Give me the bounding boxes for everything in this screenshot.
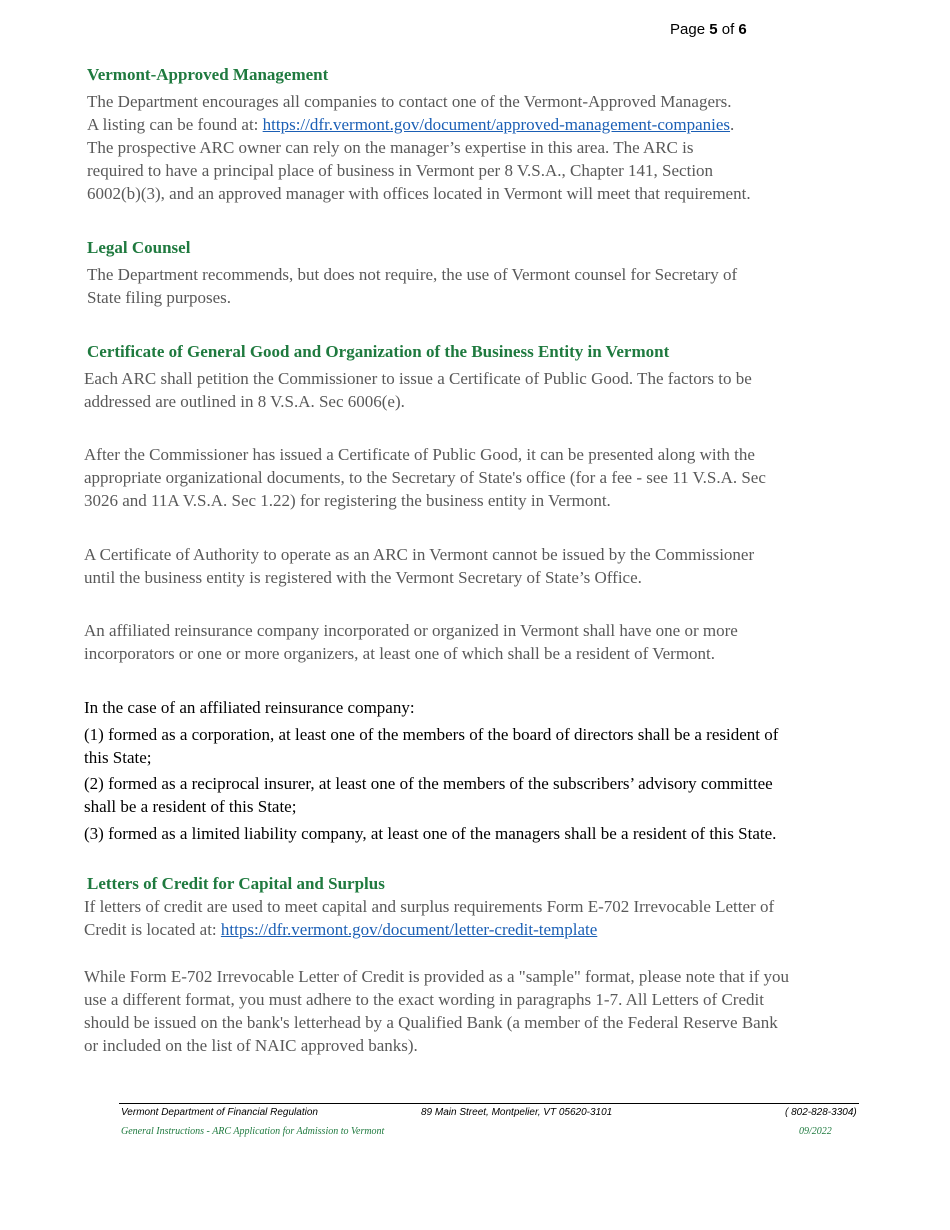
text-line: After the Commissioner has issued a Certificate of Public Good, it can be presented along with the [84, 445, 755, 464]
paragraph-legal-counsel [87, 263, 737, 309]
footer-phone: ( 802-828-3304) [785, 1107, 857, 1118]
text-line: should be issued on the bank's letterhead by a Qualified Bank (a member of the Federal Reserve Bank [84, 1013, 778, 1032]
heading-legal-counsel: Legal Counsel [87, 238, 191, 257]
text-prefix: A listing can be found at: [87, 115, 263, 134]
text-suffix: . [730, 115, 735, 134]
paragraph-letters-location [84, 895, 774, 941]
heading-approved-management: Vermont-Approved Management [87, 65, 329, 84]
text-line: A Certificate of Authority to operate as an ARC in Vermont cannot be issued by the Commissioner [84, 545, 755, 564]
text-line: The prospective ARC owner can rely on the manager’s expertise in this area. The ARC is [87, 138, 694, 157]
text-line: required to have a principal place of business in Vermont per 8 V.S.A., Chapter 141, Section [87, 161, 714, 180]
text-line: State filing purposes. [87, 288, 232, 307]
paragraph-certificate-petition [84, 367, 752, 413]
heading-certificate-general-good: Certificate of General Good and Organization of the Business Entity in Vermont [87, 342, 670, 361]
text-line: If letters of credit are used to meet capital and surplus requirements Form E-702 Irrevocable Letter of [84, 897, 775, 916]
text-line: (2) formed as a reciprocal insurer, at least one of the members of the subscribers’ advisory committee [84, 774, 773, 793]
text-line [87, 113, 751, 136]
text-line: addressed are outlined in 8 V.S.A. Sec 6006(e). [84, 392, 405, 411]
footer-address: 89 Main Street, Montpelier, VT 05620-3101 [421, 1107, 613, 1118]
text-line: 3026 and 11A V.S.A. Sec 1.22) for registering the business entity in Vermont. [84, 491, 611, 510]
page-total: 6 [738, 21, 747, 38]
text-line: shall be a resident of this State; [84, 797, 297, 816]
paragraph-affiliated-intro: In the case of an affiliated reinsurance company: [84, 698, 415, 717]
text-line: incorporators or one or more organizers, at least one of which shall be a resident of Vermont. [84, 644, 716, 663]
page-label: Page [670, 21, 706, 38]
heading-letters-of-credit: Letters of Credit for Capital and Surplus [87, 874, 385, 893]
text-line: 6002(b)(3), and an approved manager with offices located in Vermont will meet that requirement. [87, 184, 751, 203]
text-line: An affiliated reinsurance company incorporated or organized in Vermont shall have one or more [84, 621, 738, 640]
text-line: (1) formed as a corporation, at least one of the members of the board of directors shall be a resident of [84, 725, 779, 744]
paragraph-affiliated-incorporators [84, 619, 738, 665]
link-approved-management-companies[interactable]: https://dfr.vermont.gov/document/approved-management-companies [262, 115, 731, 134]
paragraph-letters-format [84, 965, 789, 1057]
text-line: this State; [84, 748, 152, 767]
paragraph-certificate-presented [84, 443, 766, 512]
text-line: While Form E-702 Irrevocable Letter of Credit is provided as a "sample" format, please note that if you [84, 967, 789, 986]
paragraph-approved-management [87, 90, 751, 205]
footer-date: 09/2022 [799, 1126, 832, 1137]
page-of-label: of [721, 21, 735, 38]
text-line: The Department encourages all companies to contact one of the Vermont-Approved Managers. [87, 92, 732, 111]
text-line: Each ARC shall petition the Commissioner to issue a Certificate of Public Good. The factors to be [84, 369, 752, 388]
paragraph-certificate-authority [84, 543, 754, 589]
list-item-corporation [84, 723, 778, 769]
text-prefix: Credit is located at: [84, 920, 221, 939]
link-letter-credit-template[interactable]: https://dfr.vermont.gov/document/letter-credit-template [220, 920, 598, 939]
text-line: or included on the list of NAIC approved banks). [84, 1036, 418, 1055]
page-current: 5 [709, 21, 718, 38]
list-item-llc: (3) formed as a limited liability company, at least one of the managers shall be a resident of this State. [84, 824, 777, 843]
text-line: use a different format, you must adhere to the exact wording in paragraphs 1-7. All Letters of Credit [84, 990, 764, 1009]
footer-org: Vermont Department of Financial Regulation [121, 1107, 318, 1118]
footer-divider [119, 1103, 859, 1104]
text-line: The Department recommends, but does not require, the use of Vermont counsel for Secretary of [87, 265, 738, 284]
page-number [670, 21, 747, 38]
list-item-reciprocal-insurer [84, 772, 773, 818]
footer-doc-title: General Instructions - ARC Application for Admission to Vermont [121, 1126, 385, 1137]
text-line [84, 918, 774, 941]
text-line: appropriate organizational documents, to the Secretary of State's office (for a fee - see 11 V.S.A. Sec [84, 468, 766, 487]
text-line: until the business entity is registered with the Vermont Secretary of State’s Office. [84, 568, 642, 587]
